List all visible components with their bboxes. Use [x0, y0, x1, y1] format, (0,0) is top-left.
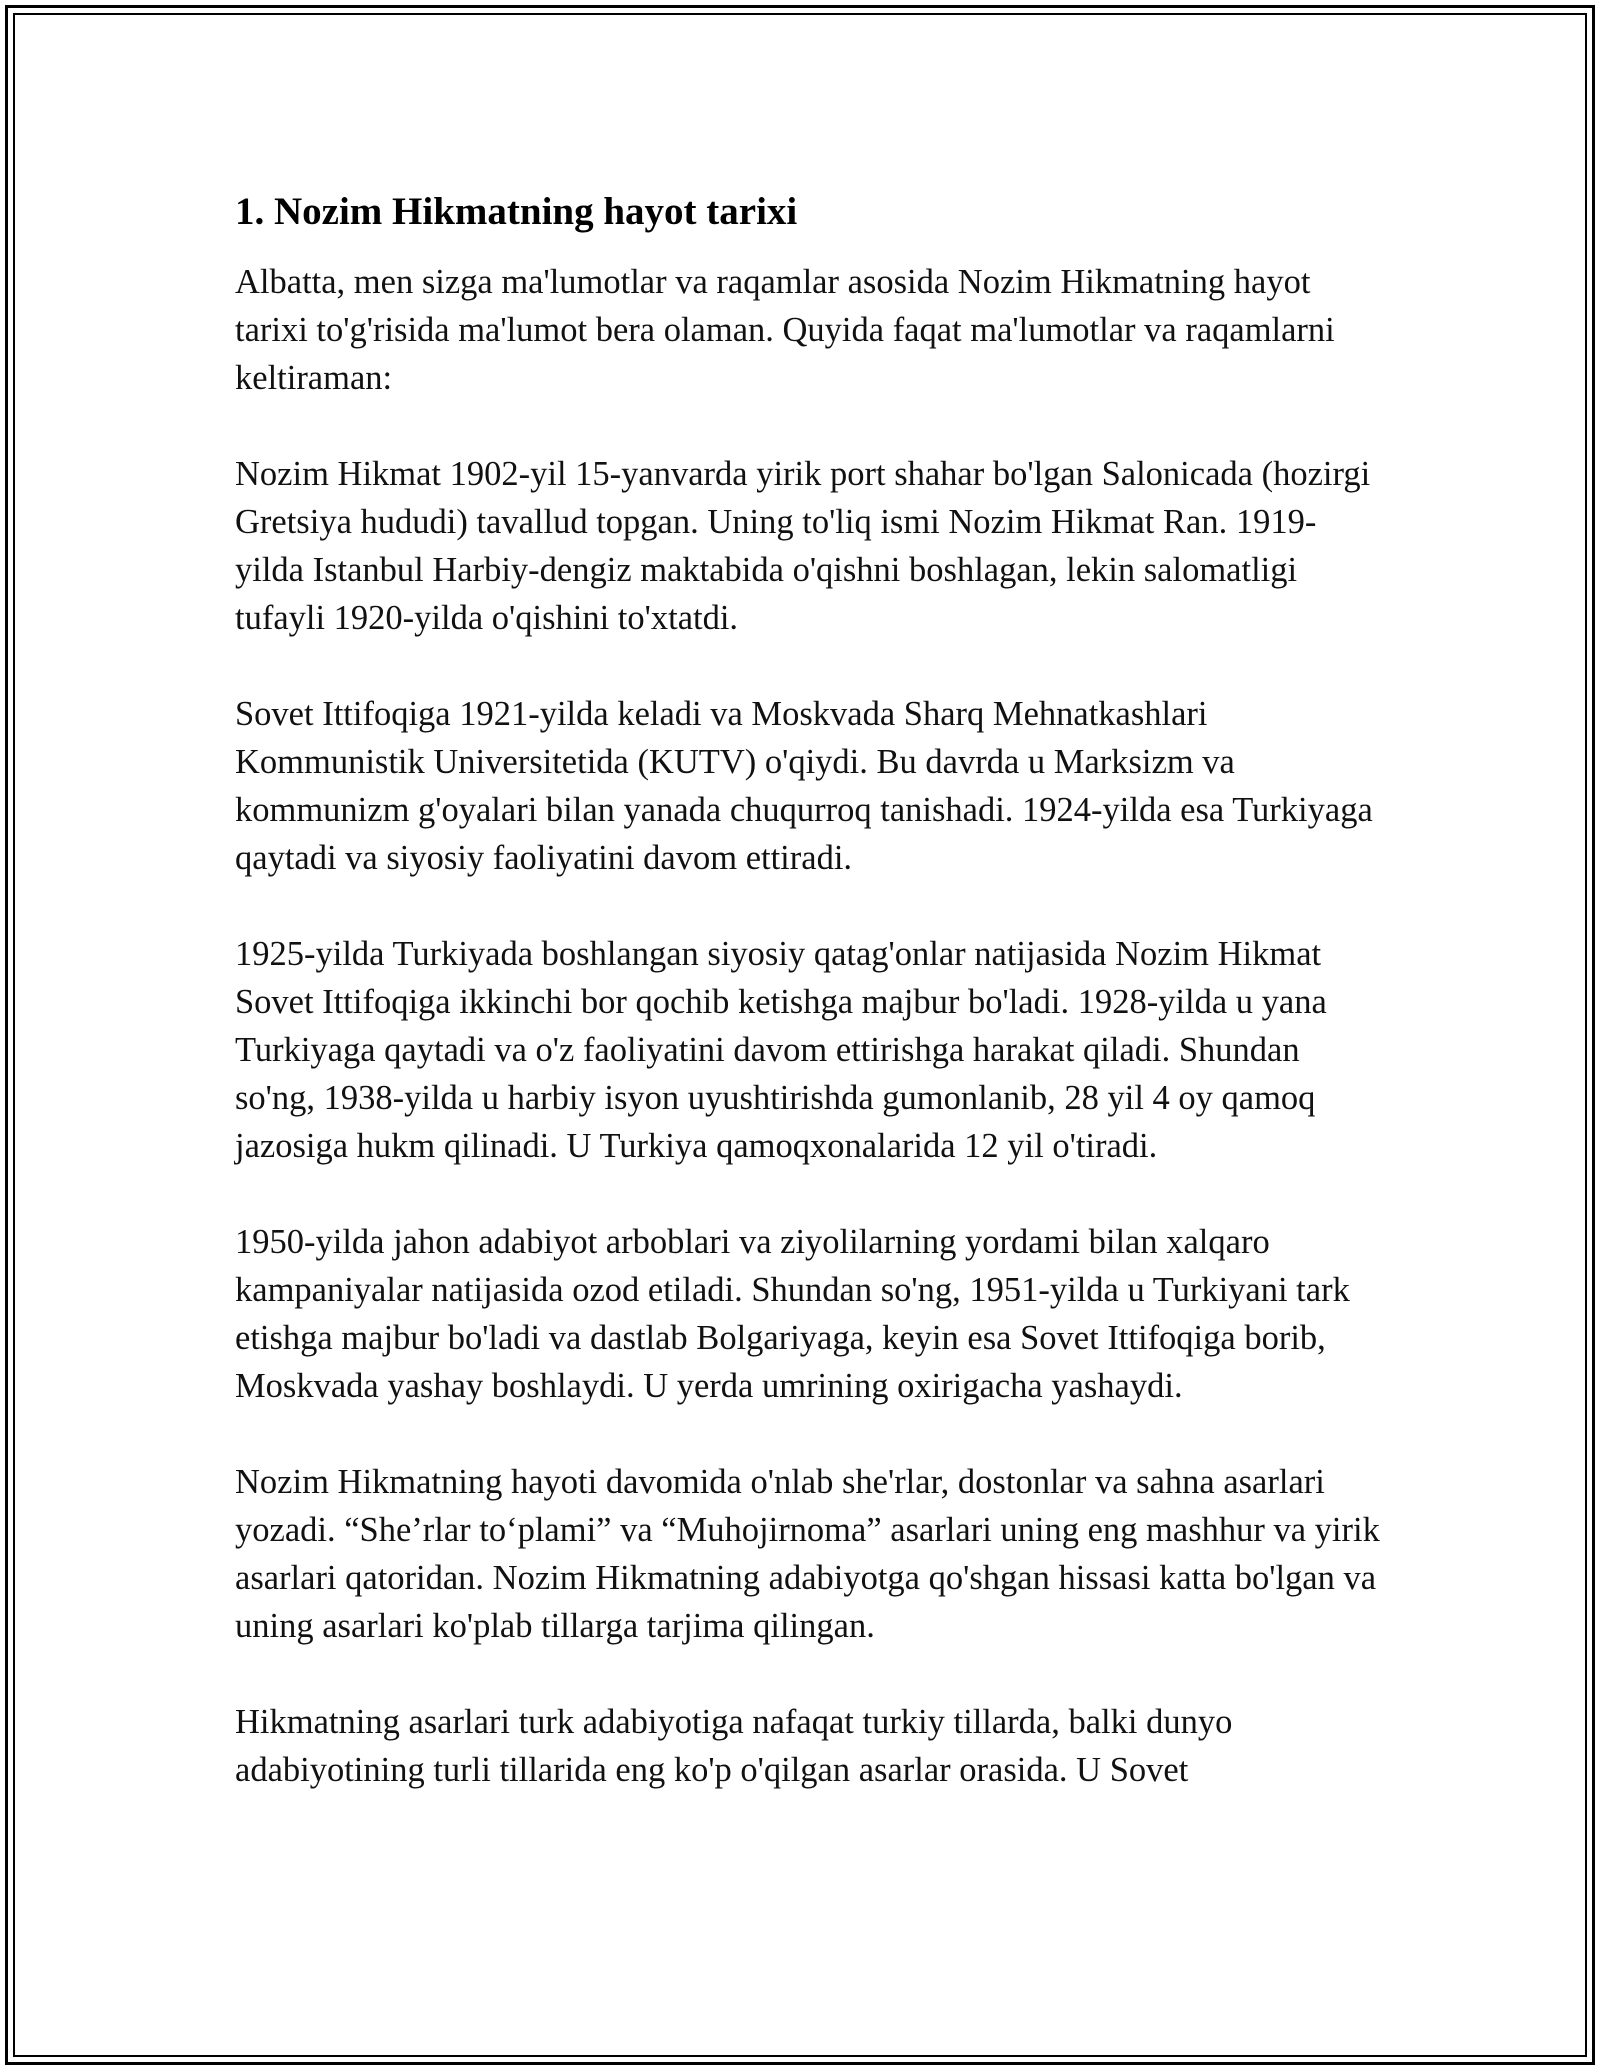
paragraph-intro: Albatta, men sizga ma'lumotlar va raqamlar asosida Nozim Hikmatning hayot tarixi to'g'risida ma'lumot bera olaman. Quyida faqat ma'lumotlar va raqamlarni keltiraman:: [235, 263, 1335, 397]
paragraph-repression: 1925-yilda Turkiyada boshlangan siyosiy qatag'onlar natijasida Nozim Hikmat Sovet Ittifoqiga ikkinchi bor qochib ketishga majbur bo'ladi. 1928-yilda u yana Turkiyaga qaytadi va o'z faoliyatini davom ettirishga harakat qiladi. Shundan so'ng, 1938-yilda u harbiy isyon uyushtirishda gumonlanib, 28 yil 4 oy qamoq jazosiga hukm qilinadi. U Turkiya qamoqxonalarida 12 yil o'tiradi.: [235, 935, 1327, 1165]
paragraph-legacy: Hikmatning asarlari turk adabiyotiga nafaqat turkiy tillarda, balki dunyo adabiyotining turli tillarida eng ko'p o'qilgan asarlar orasida. U Sovet: [235, 1703, 1233, 1789]
paragraph-release: 1950-yilda jahon adabiyot arboblari va ziyolilarning yordami bilan xalqaro kampaniyalar natijasida ozod etiladi. Shundan so'ng, 1951-yilda u Turkiyani tark etishga majbur bo'ladi va dastlab Bolgariyaga, keyin esa Sovet Ittifoqiga borib, Moskvada yashay boshlaydi. U yerda umrining oxirigacha yashaydi.: [235, 1223, 1350, 1405]
paragraph-works: Nozim Hikmatning hayoti davomida o'nlab she'rlar, dostonlar va sahna asarlari yozadi. “She’rlar to‘plami” va “Muhojirnoma” asarlari uning eng mashhur va yirik asarlari qatoridan. Nozim Hikmatning adabiyotga qo'shgan hissasi katta bo'lgan va uning asarlari ko'plab tillarga tarjima qilingan.: [235, 1463, 1380, 1645]
paragraph-soviet-union: Sovet Ittifoqiga 1921-yilda keladi va Moskvada Sharq Mehnatkashlari Kommunistik Universitetida (KUTV) o'qiydi. Bu davrda u Marksizm va kommunizm g'oyalari bilan yanada chuqurroq tanishadi. 1924-yilda esa Turkiyaga qaytadi va siyosiy faoliyatini davom ettiradi.: [235, 695, 1373, 877]
document-title: 1. Nozim Hikmatning hayot tarixi: [235, 190, 798, 233]
document-body: [235, 186, 1380, 1794]
paragraph-birth: Nozim Hikmat 1902-yil 15-yanvarda yirik port shahar bo'lgan Salonicada (hozirgi Gretsiya hududi) tavallud topgan. Uning to'liq ismi Nozim Hikmat Ran. 1919-yilda Istanbul Harbiy-dengiz maktabida o'qishni boshlagan, lekin salomatligi tufayli 1920-yilda o'qishini to'xtatdi.: [235, 455, 1371, 637]
